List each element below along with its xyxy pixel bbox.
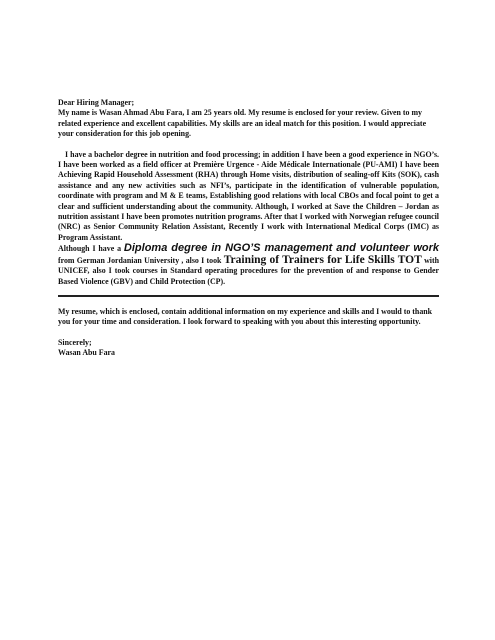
diploma-paragraph	[58, 243, 439, 287]
signoff: Sincerely;	[58, 337, 92, 347]
intro-paragraph	[58, 98, 439, 140]
training-title: Training of Trainers for Life Skills TOT	[223, 253, 422, 266]
cover-letter	[58, 98, 439, 359]
signature-name: Wasan Abu Fara	[58, 348, 116, 358]
experience-paragraph: I have a bachelor degree in nutrition and food processing; in addition I have been a good experience in NGO’s. I have been worked as a field officer at Première Urgence - Aide Médicale Internationale (PU-AMI) I have been Achieving Rapid Household Assessment (RHA) through Home visits, distribution of sealing-off Kits (SOK), cash assistance and any new activities such as NFI’s, participate in the identification of vulnerable population, coordinate with program and M & E teams, Establishing good relations with local CBOs and focal point to get a clear and sufficient understanding about the community. Although, I worked at Save the Children – Jordan as nutrition assistant I have been promotes nutrition programs. After that I worked with Norwegian refugee council (NRC) as Senior Community Relation Assistant, Recently I work with International Medical Corps (IMC) as Program Assistant.	[58, 149, 439, 242]
diploma-suffix: with UNICEF, also I took courses in Standard operating procedures for the prevention of and response to Gender Based Violence (GBV) and Child Protection (CP).	[58, 255, 439, 286]
horizontal-divider	[58, 295, 439, 297]
diploma-middle: from German Jordanian University , also I took	[58, 255, 224, 265]
closing-paragraph: My resume, which is enclosed, contain additional information on my experience and skills and I would to thank you for your time and consideration. I look forward to speaking with you about this interesting opportunity.	[58, 306, 433, 327]
diploma-title: Diploma degree in NGO’S management and volunteer work	[123, 242, 439, 255]
salutation: Dear Hiring Manager;	[58, 98, 135, 107]
intro-text: My name is Wasan Ahmad Abu Fara, I am 25 years old. My resume is enclosed for your review. Given to my related experience and excellent capabilities. My skills are an ideal match for this position. I would appreciate your consideration for this job opening.	[58, 108, 427, 139]
diploma-prefix: Although I have a	[58, 244, 124, 254]
